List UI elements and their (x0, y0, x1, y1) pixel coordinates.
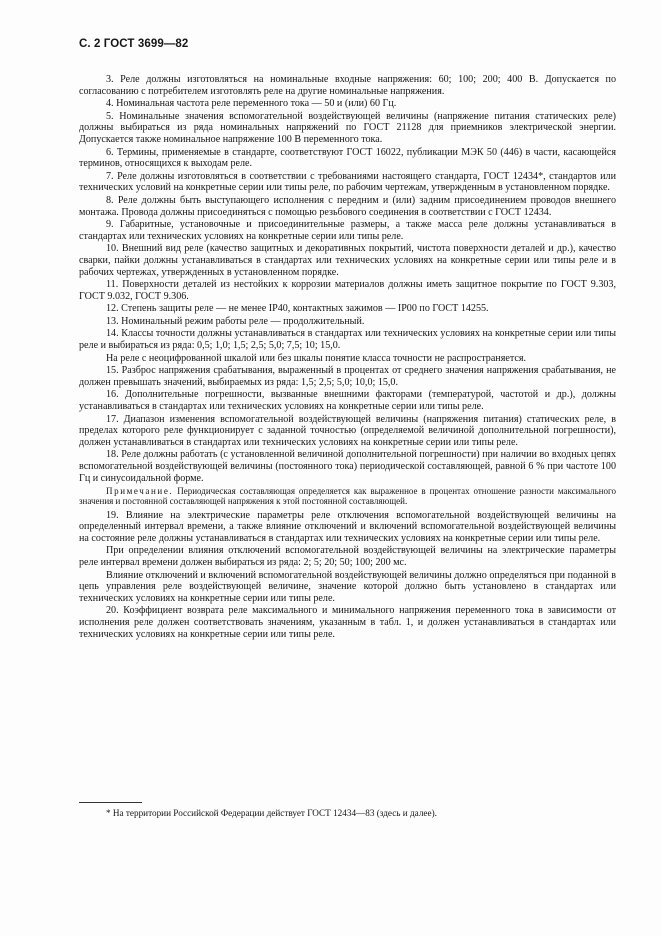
document-body (79, 74, 616, 641)
paragraph-4: 4. Номинальная частота реле переменного тока — 50 и (или) 60 Гц. (106, 98, 397, 110)
paragraph-5: 5. Номинальные значения вспомогательной воздействующей величины (напряжение питания статических реле) должны выбираться из ряда номинальных напряжений по ГОСТ 21128 для приемников электрической энергии. Допускается также номинальное напряжение 100 В переменного тока. (79, 110, 616, 145)
paragraph-11: 11. Поверхности деталей из нестойких к коррозии материалов должны иметь защитное покрытие по ГОСТ 9.303, ГОСТ 9.032, ГОСТ 9.306. (79, 279, 616, 302)
footnote-divider (79, 802, 142, 803)
paragraph-19-switching: Влияние отключений и включений вспомогательной воздействующей величины должно определяться при поданной в цепь управления реле воздействующей величине, значение которой должно быть установлено в стандартах или технических условиях на конкретные серии или типы реле. (79, 569, 616, 604)
note-label: Примечание. (106, 486, 174, 497)
paragraph-19: 19. Влияние на электрические параметры реле отключения вспомогательной воздействующей величины на определенный интервал времени, а также влияние отключений и включений вспомогательной воздействующей величины на состояние реле должны устанавливаться в стандартах или технических условиях на конкретные серии или типы реле. (79, 509, 616, 544)
paragraph-16: 16. Дополнительные погрешности, вызванные внешними факторами (температурой, частотой и др.), должны устанавливаться в стандартах или технических условиях на конкретные серии или типы реле. (79, 389, 616, 413)
paragraph-10: 10. Внешний вид реле (качество защитных и декоративных покрытий, чистота поверхности деталей и др.), качество сварки, пайки должны устанавливаться в стандартах или технических условиях на конкретные серии или типы реле и в рабочих чертежах, утвержденных в установленном порядке. (79, 243, 616, 278)
paragraph-7: 7. Реле должны изготовляться в соответствии с требованиями настоящего стандарта, ГОСТ 12434*, стандартов или технических условий на конкретные серии или типы реле, по рабочим чертежам, утвержденным в установленном порядке. (79, 170, 616, 194)
page-header: С. 2 ГОСТ 3699—82 (79, 38, 189, 50)
footnote: * На территории Российской Федерации действует ГОСТ 12434—83 (здесь и далее). (106, 808, 437, 818)
note (79, 486, 616, 506)
paragraph-17: 17. Диапазон изменения вспомогательной воздействующей величины (напряжения питания) статических реле, в пределах которого реле функционирует с заданной точностью (определяемой величиной дополнительной погрешности), должен устанавливаться в стандартах или технических условиях на конкретные серии или типы реле. (79, 413, 616, 448)
paragraph-14-addendum: На реле с неоцифрованной шкалой или без шкалы понятие класса точности не распространяется. (106, 352, 527, 364)
note-text: Периодическая составляющая определяется как выраженное в процентах отношение разности максимального значения и постоянной составляющей напряжения к этой постоянной составляющей. (79, 486, 616, 507)
paragraph-20: 20. Коэффициент возврата реле максимального и минимального напряжения переменного тока в зависимости от исполнения реле должен соответствовать значениям, указанным в табл. 1, и должен устанавливаться в стандартах или технических условиях на конкретные серии или типы реле. (79, 605, 616, 640)
paragraph-6: 6. Термины, применяемые в стандарте, соответствуют ГОСТ 16022, публикации МЭК 50 (446) в части, касающейся терминов, относящихся к выходам реле. (79, 146, 616, 170)
paragraph-3: 3. Реле должны изготовляться на номинальные входные напряжения: 60; 100; 200; 400 В. Допускается по согласованию с потребителем изготовлять реле на другие номинальные напряжения. (79, 74, 616, 97)
paragraph-19-interval: При определении влияния отключений вспомогательной воздействующей величины на электрические параметры реле интервал времени должен выбираться из ряда: 2; 5; 20; 50; 100; 200 мс. (79, 545, 616, 568)
paragraph-13: 13. Номинальный режим работы реле — продолжительный. (106, 315, 365, 327)
paragraph-15: 15. Разброс напряжения срабатывания, выраженный в процентах от среднего значения напряжения срабатывания, не должен превышать значений, выбираемых из ряда: 1,5; 2,5; 5,0; 10,0; 15,0. (79, 365, 616, 388)
paragraph-8: 8. Реле должны быть выступающего исполнения с передним и (или) задним присоединением проводов внешнего монтажа. Провода должны присоединяться с помощью резьбового соединения в соответствии с ГОСТ 12434. (79, 194, 616, 218)
paragraph-9: 9. Габаритные, установочные и присоединительные размеры, а также масса реле должны устанавливаться в стандартах или технических условиях на конкретные серии или типы реле. (79, 219, 616, 242)
paragraph-18: 18. Реле должны работать (с установленной величиной дополнительной погрешности) при наличии во входных цепях вспомогательной воздействующей величины (постоянного тока) периодической составляющей, равной 6 % при частоте 100 Гц и синусоидальной форме. (79, 449, 616, 484)
paragraph-12: 12. Степень защиты реле — не менее IP40, контактных зажимов — IP00 по ГОСТ 14255. (106, 303, 489, 315)
paragraph-14: 14. Классы точности должны устанавливаться в стандартах или технических условиях на конкретные серии или типы реле и выбираться из ряда: 0,5; 1,0; 1,5; 2,5; 5,0; 7,5; 10; 15,0. (79, 328, 616, 352)
